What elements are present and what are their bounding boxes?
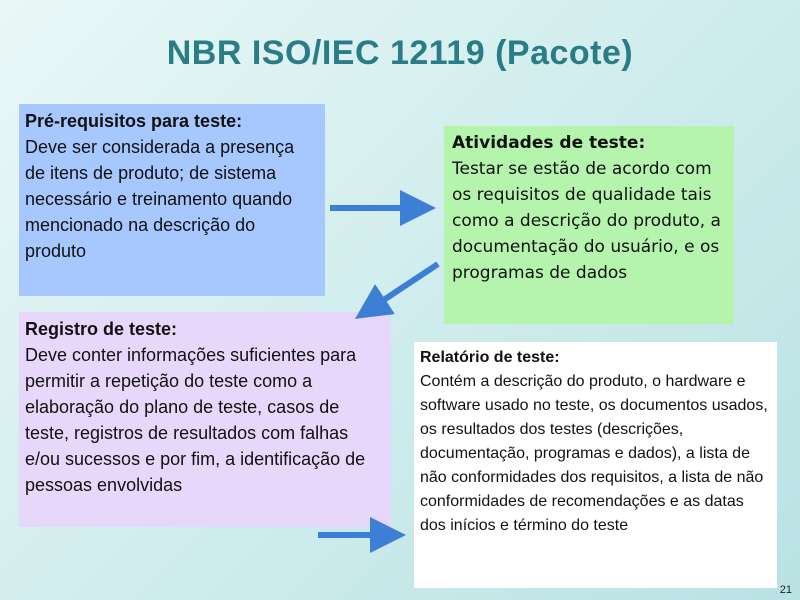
atividades-body: Testar se estão de acordo com os requisitos de qualidade tais como a descrição do produto, a documentação do usuário, e os programas de dados — [452, 159, 721, 283]
registro-body: Deve conter informações suficientes para permitir a repetição do teste como a elaboração do plano de teste, casos de teste, registros de resultados com falhas e/ou sucessos e por fim, a identificação de pessoas envolvidas — [25, 345, 366, 495]
prerequisitos-heading: Pré-requisitos para teste: — [25, 111, 243, 131]
relatorio-heading: Relatório de teste: — [420, 349, 560, 366]
atividades-heading: Atividades de teste: — [452, 133, 646, 153]
registro-heading: Registro de teste: — [25, 319, 178, 339]
arrow-atividades-to-registro-icon — [370, 264, 438, 309]
slide-title: NBR ISO/IEC 12119 (Pacote) — [166, 34, 634, 72]
relatorio-body: Contém a descrição do produto, o hardware e software usado no teste, os documentos usados, os resultados dos testes (descrições, documentação, programas e dados), a lista de não conformidades dos requisitos, a lista de não conformidades de recomendações e as datas dos inícios e término do teste — [420, 373, 768, 534]
page-number: 21 — [779, 584, 792, 596]
prerequisitos-body: Deve ser considerada a presença de itens de produto; de sistema necessário e treinamento quando mencionado na descrição do produto — [25, 137, 295, 261]
